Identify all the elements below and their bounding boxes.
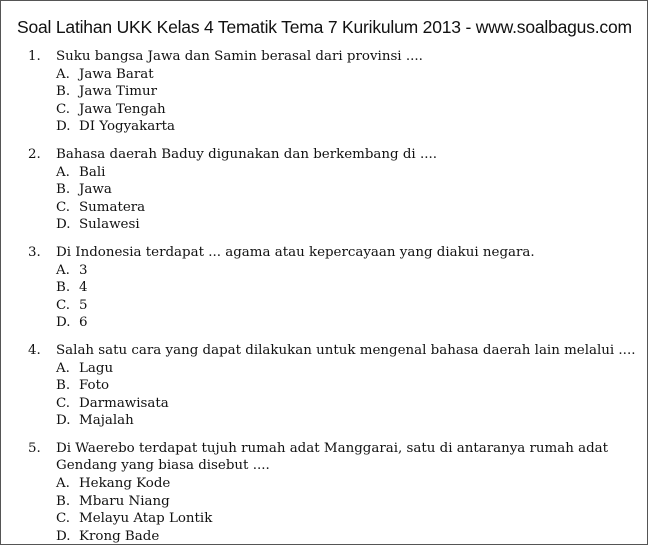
question-number: 3. (28, 244, 41, 260)
option-letter: C. (56, 511, 71, 527)
question-4 (1, 342, 648, 430)
question-number: 4. (28, 342, 41, 358)
option-text: DI Yogyakarta (79, 119, 176, 135)
page-title: Soal Latihan UKK Kelas 4 Tematik Tema 7 Kurikulum 2013 - www.soalbagus.com (17, 17, 632, 37)
option-letter: C. (56, 297, 71, 313)
option-letter: A. (56, 360, 70, 376)
option-a (1, 475, 648, 493)
option-letter: B. (56, 378, 71, 394)
question-text: Salah satu cara yang dapat dilakukan untuk mengenal bahasa daerah lain melalui .... (56, 342, 636, 358)
question-number: 5. (28, 440, 41, 456)
question-5 (1, 440, 648, 545)
option-a (1, 360, 648, 378)
question-row (1, 342, 648, 360)
option-d (1, 528, 648, 545)
option-text: Majalah (79, 413, 134, 429)
option-c (1, 297, 648, 315)
question-2 (1, 146, 648, 234)
question-number: 2. (28, 146, 41, 162)
question-text: Di Waerebo terdapat tujuh rumah adat Manggarai, satu di antaranya rumah adat Gendang yang biasa disebut .... (56, 440, 609, 474)
question-row (1, 48, 648, 66)
option-text: Melayu Atap Lontik (79, 511, 213, 527)
option-d (1, 118, 648, 136)
option-d (1, 314, 648, 332)
option-a (1, 262, 648, 280)
question-text: Di Indonesia terdapat ... agama atau kepercayaan yang diakui negara. (56, 244, 535, 260)
option-text: Krong Bade (79, 528, 160, 544)
question-row (1, 440, 648, 475)
option-letter: B. (56, 182, 71, 198)
question-text: Bahasa daerah Baduy digunakan dan berkembang di .... (56, 146, 437, 162)
option-letter: D. (56, 217, 71, 233)
option-letter: C. (56, 395, 71, 411)
option-letter: D. (56, 119, 71, 135)
option-text: Hekang Kode (79, 476, 171, 492)
option-text: Jawa (79, 182, 112, 198)
option-letter: C. (56, 101, 71, 117)
option-c (1, 510, 648, 528)
option-text: 5 (79, 297, 88, 313)
question-text: Suku bangsa Jawa dan Samin berasal dari provinsi .... (56, 49, 423, 64)
option-text: 3 (79, 262, 88, 278)
option-a (1, 66, 648, 84)
option-c (1, 199, 648, 217)
option-text: Jawa Barat (79, 66, 154, 82)
question-1 (1, 48, 648, 136)
option-letter: B. (56, 493, 71, 509)
option-text: 6 (79, 315, 88, 331)
option-a (1, 164, 648, 182)
option-c (1, 395, 648, 413)
option-text: Jawa Tengah (79, 101, 166, 117)
option-b (1, 181, 648, 199)
option-text: Lagu (79, 360, 114, 376)
question-list (1, 48, 648, 545)
option-text: Foto (79, 378, 110, 394)
option-letter: B. (56, 84, 71, 100)
option-b (1, 493, 648, 511)
option-text: Bali (79, 164, 106, 180)
question-number: 1. (28, 49, 41, 64)
option-d (1, 216, 648, 234)
question-row (1, 244, 648, 262)
option-letter: D. (56, 528, 71, 544)
option-text: Sulawesi (79, 217, 140, 233)
option-letter: A. (56, 66, 70, 82)
option-letter: D. (56, 315, 71, 331)
option-text: Jawa Timur (79, 84, 157, 100)
option-letter: B. (56, 280, 71, 296)
option-letter: A. (56, 164, 70, 180)
option-c (1, 101, 648, 119)
question-3 (1, 244, 648, 332)
option-letter: C. (56, 199, 71, 215)
option-text: Darmawisata (79, 395, 169, 411)
option-b (1, 279, 648, 297)
option-b (1, 377, 648, 395)
option-letter: A. (56, 476, 70, 492)
question-row (1, 146, 648, 164)
option-text: 4 (79, 280, 88, 296)
option-letter: D. (56, 413, 71, 429)
option-text: Sumatera (79, 199, 146, 215)
option-letter: A. (56, 262, 70, 278)
option-text: Mbaru Niang (79, 493, 170, 509)
option-d (1, 412, 648, 430)
option-b (1, 83, 648, 101)
